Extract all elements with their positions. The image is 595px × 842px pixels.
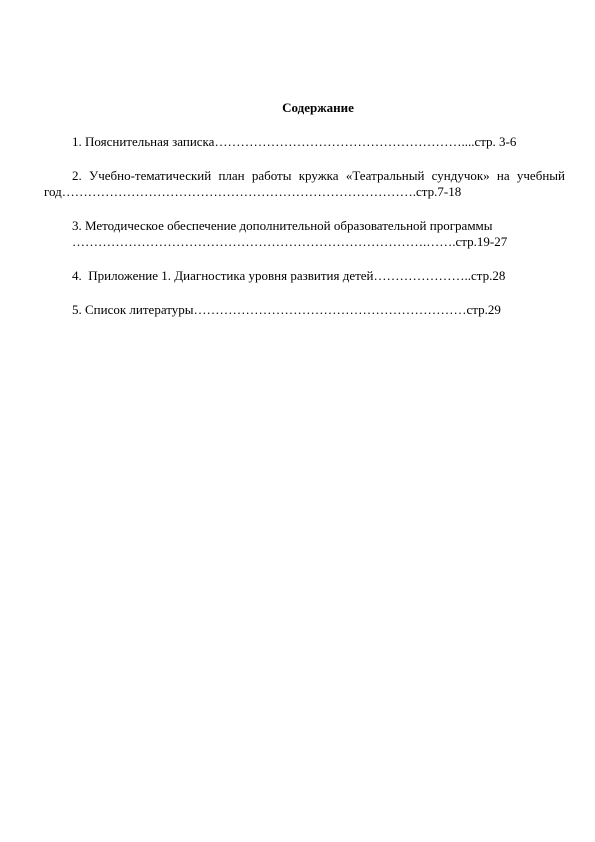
toc-entry-5	[58, 302, 578, 318]
toc-entry-2-word: план	[218, 168, 245, 183]
toc-entry-1-leader: …………………………………………………....	[214, 134, 475, 149]
toc-entry-4-page: стр.28	[471, 268, 506, 283]
toc-entry-3	[58, 218, 578, 250]
toc-entry-3-leader: ……………………………………………………………………….…….	[72, 234, 456, 249]
toc-entry-2-word: Учебно-тематический	[88, 168, 212, 183]
table-of-contents	[44, 100, 578, 336]
toc-entry-4-leader: …………………..	[373, 268, 472, 283]
toc-entry-1-text: 1. Пояснительная записка	[72, 134, 215, 149]
toc-entry-3-page: стр.19-27	[455, 234, 508, 249]
toc-entry-2-line-2	[44, 184, 578, 200]
toc-entry-2-word: «Театральный	[345, 168, 425, 183]
toc-entry-2-word: работы	[251, 168, 292, 183]
toc-entry-5-leader: ………………………………………………………	[193, 302, 467, 317]
toc-entry-2-leader: ……………………………………………………………………….	[61, 184, 416, 199]
toc-entry-2-justified-line	[58, 168, 565, 184]
toc-entry-4-text: 4. Приложение 1. Диагностика уровня развития детей	[72, 268, 374, 283]
toc-entry-5-page: стр.29	[466, 302, 501, 317]
toc-entry-3-line-2	[58, 234, 578, 250]
toc-entry-4-line	[58, 268, 578, 284]
toc-entry-2-text: год	[44, 184, 62, 199]
toc-entry-2-line-1	[58, 168, 578, 184]
toc-entry-2-word: кружка	[298, 168, 339, 183]
toc-entry-5-line	[58, 302, 578, 318]
page-title: Содержание	[282, 100, 354, 115]
toc-entry-5-text: 5. Список литературы	[72, 302, 194, 317]
toc-entry-2-page: стр.7-18	[416, 184, 462, 199]
toc-entry-1-page: стр. 3-6	[474, 134, 517, 149]
toc-entry-4	[58, 268, 578, 284]
toc-entry-2	[44, 168, 578, 200]
toc-entry-3-line-1	[58, 218, 578, 234]
toc-entry-2-word: учебный	[516, 168, 565, 183]
toc-entry-1-line	[58, 134, 578, 150]
toc-entry-3-text: 3. Методическое обеспечение дополнительной образовательной программы	[72, 218, 493, 233]
toc-entry-1	[58, 134, 578, 150]
toc-entry-2-word: на	[496, 168, 510, 183]
toc-entry-2-word: 2.	[72, 168, 82, 183]
toc-entry-2-word: сундучок»	[431, 168, 490, 183]
